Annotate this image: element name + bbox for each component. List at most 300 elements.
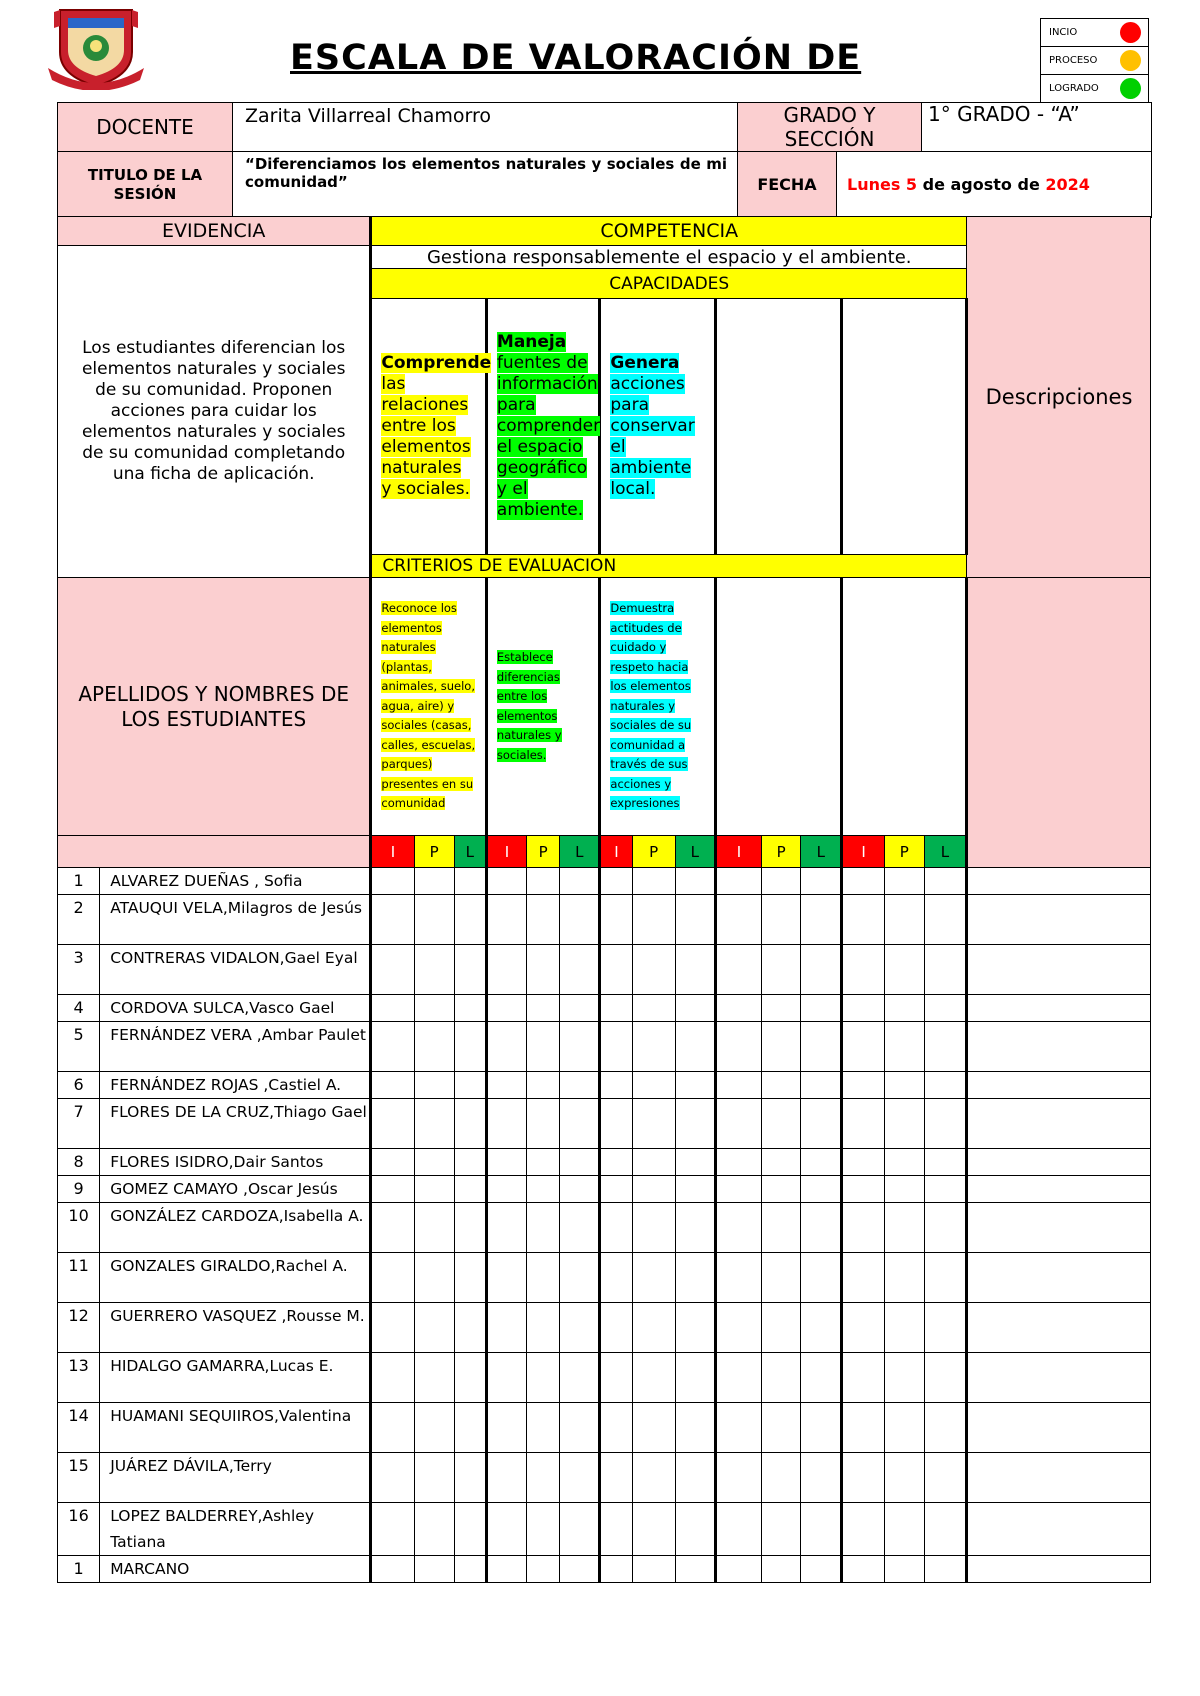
score-cell[interactable] (414, 1099, 454, 1149)
score-cell[interactable] (924, 1353, 966, 1403)
score-cell[interactable] (632, 1556, 675, 1583)
score-cell[interactable] (600, 1253, 632, 1303)
score-cell[interactable] (924, 1453, 966, 1503)
score-cell[interactable] (371, 995, 414, 1022)
score-cell[interactable] (486, 1022, 526, 1072)
score-cell[interactable] (924, 895, 966, 945)
score-cell[interactable] (560, 1303, 600, 1353)
description-cell[interactable] (967, 1203, 1151, 1253)
score-cell[interactable] (801, 868, 842, 895)
score-cell[interactable] (371, 895, 414, 945)
legend-inicio (1041, 19, 1148, 47)
score-cell[interactable] (801, 1253, 842, 1303)
score-cell[interactable] (600, 1353, 632, 1403)
student-name: FERNÁNDEZ VERA ,Ambar Paulet (100, 1022, 371, 1072)
table-row (58, 1253, 1151, 1303)
score-cell[interactable] (486, 1453, 526, 1503)
score-cell[interactable] (762, 1099, 801, 1149)
ipl-l-5: L (924, 836, 966, 868)
score-cell[interactable] (454, 1453, 486, 1503)
score-cell[interactable] (762, 1303, 801, 1353)
score-cell[interactable] (924, 1149, 966, 1176)
score-cell[interactable] (371, 1403, 414, 1453)
score-cell[interactable] (371, 1353, 414, 1403)
score-cell[interactable] (632, 1353, 675, 1403)
score-cell[interactable] (371, 1253, 414, 1303)
score-cell[interactable] (924, 1022, 966, 1072)
score-cell[interactable] (715, 895, 761, 945)
score-cell[interactable] (527, 1099, 560, 1149)
titulo-value: “Diferenciamos los elementos naturales y sociales de mi comunidad” (233, 152, 738, 218)
score-cell[interactable] (632, 945, 675, 995)
score-cell[interactable] (600, 868, 632, 895)
score-cell[interactable] (675, 1556, 715, 1583)
score-cell[interactable] (454, 1353, 486, 1403)
score-cell[interactable] (842, 1353, 884, 1403)
score-cell[interactable] (371, 1149, 414, 1176)
score-cell[interactable] (414, 895, 454, 945)
score-cell[interactable] (486, 868, 526, 895)
student-number: 14 (58, 1403, 100, 1453)
score-cell[interactable] (600, 1453, 632, 1503)
score-cell[interactable] (527, 1303, 560, 1353)
table-row (58, 1556, 1151, 1583)
score-cell[interactable] (560, 945, 600, 995)
score-cell[interactable] (675, 1099, 715, 1149)
score-cell[interactable] (527, 1453, 560, 1503)
score-cell[interactable] (884, 1453, 924, 1503)
score-cell[interactable] (924, 1176, 966, 1203)
score-cell[interactable] (762, 1176, 801, 1203)
score-cell[interactable] (801, 1403, 842, 1453)
score-cell[interactable] (675, 1149, 715, 1176)
score-cell[interactable] (371, 1453, 414, 1503)
description-cell[interactable] (967, 1149, 1151, 1176)
score-cell[interactable] (842, 895, 884, 945)
score-cell[interactable] (762, 895, 801, 945)
score-cell[interactable] (924, 1556, 966, 1583)
score-cell[interactable] (527, 1253, 560, 1303)
score-cell[interactable] (801, 1149, 842, 1176)
score-cell[interactable] (560, 1556, 600, 1583)
score-cell[interactable] (371, 945, 414, 995)
score-cell[interactable] (842, 1403, 884, 1453)
score-cell[interactable] (842, 995, 884, 1022)
score-cell[interactable] (454, 1099, 486, 1149)
score-cell[interactable] (454, 995, 486, 1022)
score-cell[interactable] (527, 868, 560, 895)
score-cell[interactable] (884, 1149, 924, 1176)
description-cell[interactable] (967, 1253, 1151, 1303)
score-cell[interactable] (600, 1503, 632, 1556)
score-cell[interactable] (801, 1072, 842, 1099)
score-cell[interactable] (454, 868, 486, 895)
score-cell[interactable] (675, 1303, 715, 1353)
score-cell[interactable] (715, 868, 761, 895)
score-cell[interactable] (762, 995, 801, 1022)
score-cell[interactable] (486, 1403, 526, 1453)
score-cell[interactable] (924, 1403, 966, 1453)
score-cell[interactable] (924, 868, 966, 895)
score-cell[interactable] (371, 1303, 414, 1353)
score-cell[interactable] (414, 1503, 454, 1556)
score-cell[interactable] (560, 1253, 600, 1303)
score-cell[interactable] (884, 1072, 924, 1099)
score-cell[interactable] (486, 1253, 526, 1303)
score-cell[interactable] (560, 1099, 600, 1149)
score-cell[interactable] (675, 1176, 715, 1203)
score-cell[interactable] (842, 868, 884, 895)
score-cell[interactable] (715, 1303, 761, 1353)
score-cell[interactable] (486, 945, 526, 995)
score-cell[interactable] (762, 1253, 801, 1303)
score-cell[interactable] (715, 1403, 761, 1453)
score-cell[interactable] (600, 1176, 632, 1203)
score-cell[interactable] (371, 1176, 414, 1203)
score-cell[interactable] (560, 1072, 600, 1099)
score-cell[interactable] (842, 1099, 884, 1149)
score-cell[interactable] (527, 895, 560, 945)
score-cell[interactable] (632, 1253, 675, 1303)
score-cell[interactable] (715, 1022, 761, 1072)
score-cell[interactable] (762, 1022, 801, 1072)
score-cell[interactable] (527, 1176, 560, 1203)
score-cell[interactable] (632, 868, 675, 895)
score-cell[interactable] (486, 1099, 526, 1149)
score-cell[interactable] (486, 1556, 526, 1583)
score-cell[interactable] (675, 1253, 715, 1303)
score-cell[interactable] (842, 1556, 884, 1583)
score-cell[interactable] (884, 868, 924, 895)
student-number: 8 (58, 1149, 100, 1176)
score-cell[interactable] (454, 1503, 486, 1556)
score-cell[interactable] (560, 995, 600, 1022)
score-cell[interactable] (560, 1353, 600, 1403)
score-cell[interactable] (762, 1353, 801, 1403)
score-cell[interactable] (560, 1503, 600, 1556)
description-cell[interactable] (967, 1453, 1151, 1503)
score-cell[interactable] (600, 1022, 632, 1072)
capacidad-2 (486, 299, 599, 555)
description-cell[interactable] (967, 1353, 1151, 1403)
student-number: 15 (58, 1453, 100, 1503)
score-cell[interactable] (762, 1556, 801, 1583)
legend-logrado-label: LOGRADO (1049, 83, 1099, 94)
score-cell[interactable] (842, 1503, 884, 1556)
score-cell[interactable] (715, 1253, 761, 1303)
score-cell[interactable] (884, 1253, 924, 1303)
score-cell[interactable] (632, 1022, 675, 1072)
score-cell[interactable] (486, 1149, 526, 1176)
score-cell[interactable] (414, 1022, 454, 1072)
score-cell[interactable] (801, 1176, 842, 1203)
score-cell[interactable] (801, 995, 842, 1022)
score-cell[interactable] (715, 945, 761, 995)
description-cell[interactable] (967, 1303, 1151, 1353)
student-name: HIDALGO GAMARRA,Lucas E. (100, 1353, 371, 1403)
competencia-text: Gestiona responsablemente el espacio y el ambiente. (371, 246, 967, 269)
description-cell[interactable] (967, 1099, 1151, 1149)
score-cell[interactable] (884, 1503, 924, 1556)
score-cell[interactable] (801, 1453, 842, 1503)
score-cell[interactable] (371, 1072, 414, 1099)
score-cell[interactable] (884, 1303, 924, 1353)
score-cell[interactable] (675, 895, 715, 945)
score-cell[interactable] (884, 895, 924, 945)
score-cell[interactable] (632, 1176, 675, 1203)
score-cell[interactable] (884, 1353, 924, 1403)
score-cell[interactable] (801, 895, 842, 945)
student-number: 16 (58, 1503, 100, 1556)
score-cell[interactable] (371, 868, 414, 895)
fecha-day: Lunes 5 (847, 175, 918, 194)
score-cell[interactable] (884, 995, 924, 1022)
score-cell[interactable] (486, 1072, 526, 1099)
grado-value: 1° GRADO - “A” (922, 103, 1152, 152)
score-cell[interactable] (414, 945, 454, 995)
score-cell[interactable] (454, 1176, 486, 1203)
score-cell[interactable] (632, 1503, 675, 1556)
score-cell[interactable] (454, 1403, 486, 1453)
score-cell[interactable] (486, 1303, 526, 1353)
score-cell[interactable] (675, 995, 715, 1022)
score-cell[interactable] (675, 945, 715, 995)
score-cell[interactable] (675, 1022, 715, 1072)
score-cell[interactable] (842, 1022, 884, 1072)
score-cell[interactable] (801, 1303, 842, 1353)
score-cell[interactable] (600, 1403, 632, 1453)
score-cell[interactable] (600, 1072, 632, 1099)
score-cell[interactable] (675, 868, 715, 895)
score-cell[interactable] (600, 995, 632, 1022)
fecha-value (837, 152, 1152, 218)
description-cell[interactable] (967, 895, 1151, 945)
score-cell[interactable] (675, 1453, 715, 1503)
ipl-i-5: I (842, 836, 884, 868)
score-cell[interactable] (924, 1203, 966, 1253)
score-cell[interactable] (560, 1453, 600, 1503)
score-cell[interactable] (762, 1403, 801, 1453)
score-cell[interactable] (454, 1253, 486, 1303)
score-cell[interactable] (527, 945, 560, 995)
score-cell[interactable] (842, 1253, 884, 1303)
score-cell[interactable] (801, 1353, 842, 1403)
score-cell[interactable] (486, 1353, 526, 1403)
score-cell[interactable] (560, 1176, 600, 1203)
score-cell[interactable] (486, 1176, 526, 1203)
score-cell[interactable] (842, 1303, 884, 1353)
score-cell[interactable] (454, 1072, 486, 1099)
score-cell[interactable] (924, 1503, 966, 1556)
student-name: CONTRERAS VIDALON,Gael Eyal (100, 945, 371, 995)
description-cell[interactable] (967, 1072, 1151, 1099)
score-cell[interactable] (600, 1556, 632, 1583)
score-cell[interactable] (924, 945, 966, 995)
score-cell[interactable] (600, 945, 632, 995)
score-cell[interactable] (762, 1503, 801, 1556)
score-cell[interactable] (884, 945, 924, 995)
score-cell[interactable] (762, 945, 801, 995)
score-cell[interactable] (527, 1503, 560, 1556)
score-cell[interactable] (414, 1072, 454, 1099)
score-cell[interactable] (414, 1149, 454, 1176)
score-cell[interactable] (414, 868, 454, 895)
score-cell[interactable] (801, 1022, 842, 1072)
score-cell[interactable] (600, 1149, 632, 1176)
score-cell[interactable] (884, 1556, 924, 1583)
score-cell[interactable] (884, 1099, 924, 1149)
score-cell[interactable] (762, 868, 801, 895)
score-cell[interactable] (486, 1203, 526, 1253)
score-cell[interactable] (715, 1099, 761, 1149)
score-cell[interactable] (454, 1022, 486, 1072)
score-cell[interactable] (715, 1176, 761, 1203)
score-cell[interactable] (632, 995, 675, 1022)
score-cell[interactable] (527, 995, 560, 1022)
score-cell[interactable] (371, 1203, 414, 1253)
student-number: 9 (58, 1176, 100, 1203)
score-cell[interactable] (762, 1149, 801, 1176)
score-cell[interactable] (414, 1176, 454, 1203)
score-cell[interactable] (527, 1353, 560, 1403)
score-cell[interactable] (924, 1253, 966, 1303)
capacidades-label: CAPACIDADES (371, 269, 967, 299)
score-cell[interactable] (414, 1453, 454, 1503)
score-cell[interactable] (762, 1453, 801, 1503)
score-cell[interactable] (486, 895, 526, 945)
score-cell[interactable] (454, 945, 486, 995)
score-cell[interactable] (560, 1403, 600, 1453)
score-cell[interactable] (675, 1203, 715, 1253)
score-cell[interactable] (527, 1072, 560, 1099)
score-cell[interactable] (715, 1353, 761, 1403)
description-cell[interactable] (967, 1503, 1151, 1556)
score-cell[interactable] (527, 1149, 560, 1176)
score-cell[interactable] (632, 1072, 675, 1099)
score-cell[interactable] (486, 1503, 526, 1556)
score-cell[interactable] (486, 995, 526, 1022)
capacidad-5-empty (842, 299, 967, 555)
score-cell[interactable] (842, 1203, 884, 1253)
score-cell[interactable] (715, 995, 761, 1022)
score-cell[interactable] (632, 1099, 675, 1149)
score-cell[interactable] (560, 895, 600, 945)
score-cell[interactable] (715, 1203, 761, 1253)
score-cell[interactable] (527, 1022, 560, 1072)
score-cell[interactable] (801, 1099, 842, 1149)
score-cell[interactable] (527, 1556, 560, 1583)
score-cell[interactable] (762, 1203, 801, 1253)
ipl-p-4: P (762, 836, 801, 868)
description-cell[interactable] (967, 868, 1151, 895)
score-cell[interactable] (842, 1072, 884, 1099)
score-cell[interactable] (527, 1403, 560, 1453)
score-cell[interactable] (924, 1303, 966, 1353)
score-cell[interactable] (762, 1072, 801, 1099)
score-cell[interactable] (560, 1203, 600, 1253)
score-cell[interactable] (801, 1556, 842, 1583)
score-cell[interactable] (560, 1149, 600, 1176)
score-cell[interactable] (560, 868, 600, 895)
score-cell[interactable] (715, 1556, 761, 1583)
score-cell[interactable] (632, 1403, 675, 1453)
score-cell[interactable] (924, 995, 966, 1022)
score-cell[interactable] (600, 895, 632, 945)
score-cell[interactable] (675, 1072, 715, 1099)
score-cell[interactable] (600, 1303, 632, 1353)
score-cell[interactable] (560, 1022, 600, 1072)
ipl-p-1: P (414, 836, 454, 868)
score-cell[interactable] (675, 1503, 715, 1556)
description-cell[interactable] (967, 1022, 1151, 1072)
score-cell[interactable] (371, 1099, 414, 1149)
score-cell[interactable] (715, 1072, 761, 1099)
score-cell[interactable] (675, 1403, 715, 1453)
score-cell[interactable] (884, 1203, 924, 1253)
score-cell[interactable] (632, 1149, 675, 1176)
score-cell[interactable] (414, 1253, 454, 1303)
score-cell[interactable] (600, 1203, 632, 1253)
score-cell[interactable] (414, 1556, 454, 1583)
score-cell[interactable] (801, 1203, 842, 1253)
score-cell[interactable] (454, 1203, 486, 1253)
description-cell[interactable] (967, 945, 1151, 995)
capacidad-3-bold: Genera (610, 353, 680, 373)
score-cell[interactable] (632, 1203, 675, 1253)
score-cell[interactable] (632, 1303, 675, 1353)
score-cell[interactable] (884, 1403, 924, 1453)
score-cell[interactable] (454, 1556, 486, 1583)
score-cell[interactable] (371, 1503, 414, 1556)
score-cell[interactable] (675, 1353, 715, 1403)
score-cell[interactable] (924, 1099, 966, 1149)
score-cell[interactable] (842, 1453, 884, 1503)
score-cell[interactable] (600, 1099, 632, 1149)
description-cell[interactable] (967, 1556, 1151, 1583)
score-cell[interactable] (414, 1303, 454, 1353)
score-cell[interactable] (371, 1022, 414, 1072)
description-cell[interactable] (967, 995, 1151, 1022)
legend-inicio-label: INCIO (1049, 27, 1078, 38)
score-cell[interactable] (414, 1403, 454, 1453)
score-cell[interactable] (454, 1303, 486, 1353)
score-cell[interactable] (801, 945, 842, 995)
score-cell[interactable] (842, 1176, 884, 1203)
score-cell[interactable] (715, 1453, 761, 1503)
score-cell[interactable] (632, 895, 675, 945)
score-cell[interactable] (842, 1149, 884, 1176)
description-cell[interactable] (967, 1176, 1151, 1203)
legend-logrado (1041, 75, 1148, 102)
score-cell[interactable] (715, 1149, 761, 1176)
score-cell[interactable] (414, 1203, 454, 1253)
score-cell[interactable] (632, 1453, 675, 1503)
score-cell[interactable] (371, 1556, 414, 1583)
score-cell[interactable] (842, 945, 884, 995)
score-cell[interactable] (884, 1176, 924, 1203)
score-cell[interactable] (527, 1203, 560, 1253)
score-cell[interactable] (454, 895, 486, 945)
score-cell[interactable] (414, 995, 454, 1022)
score-cell[interactable] (924, 1072, 966, 1099)
score-cell[interactable] (884, 1022, 924, 1072)
score-cell[interactable] (801, 1503, 842, 1556)
score-cell[interactable] (454, 1149, 486, 1176)
score-cell[interactable] (414, 1353, 454, 1403)
student-name: FERNÁNDEZ ROJAS ,Castiel A. (100, 1072, 371, 1099)
description-cell[interactable] (967, 1403, 1151, 1453)
score-cell[interactable] (715, 1503, 761, 1556)
